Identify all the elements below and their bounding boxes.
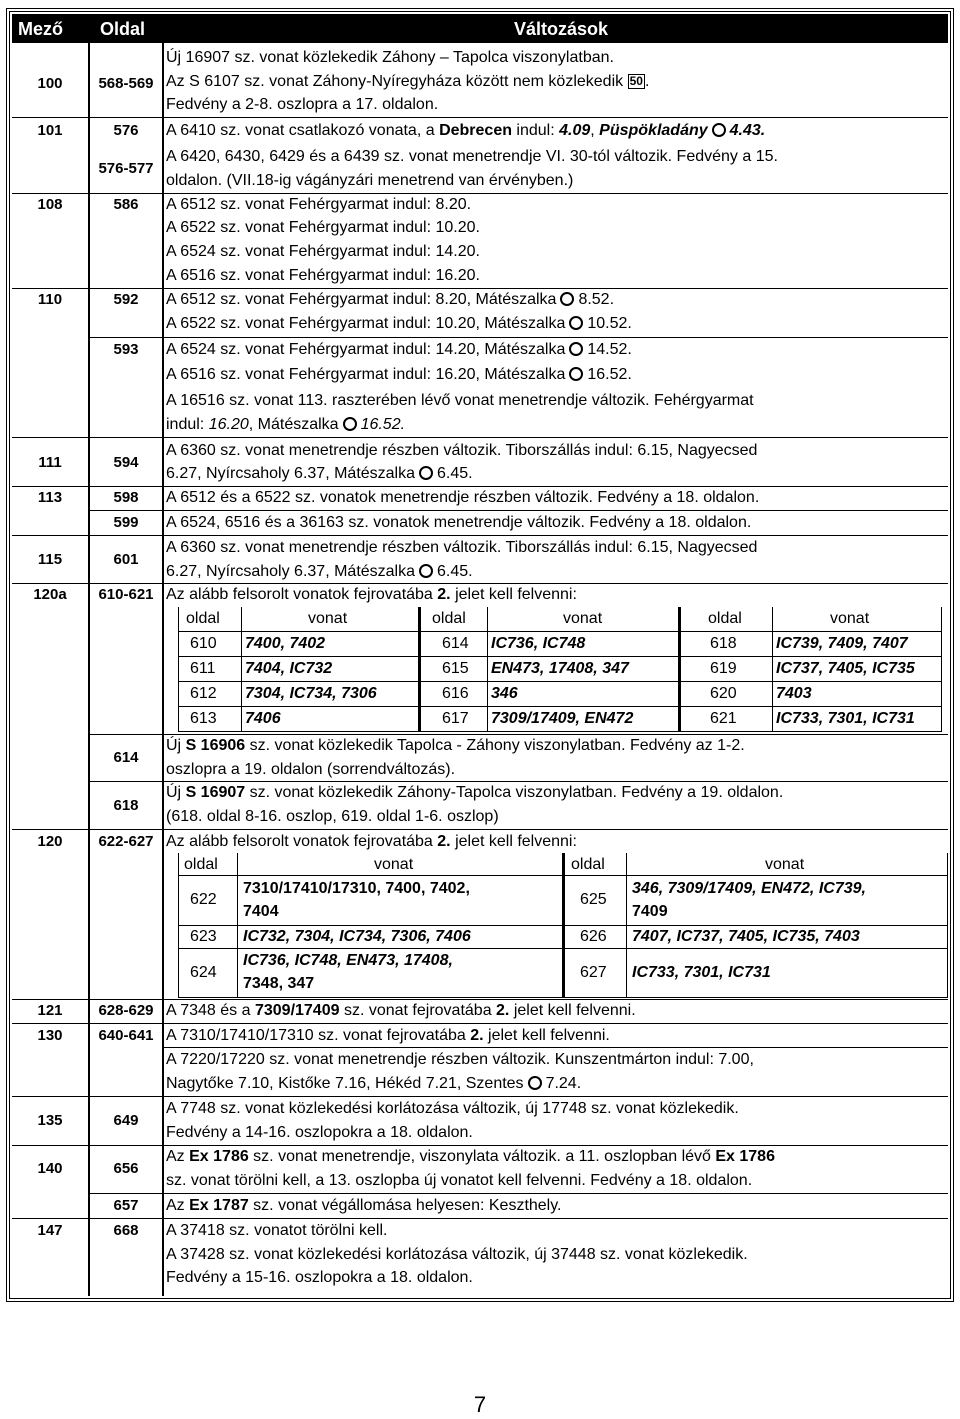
grid-page: 627 xyxy=(580,964,607,981)
change-line: A 6524 sz. vonat Fehérgyarmat indul: 14.20. xyxy=(166,243,480,260)
page-622-627: 622-627 xyxy=(98,833,154,850)
grid-trains: IC733, 7301, IC731 xyxy=(776,710,915,727)
grid-trains: 7407, IC737, 7405, IC735, 7403 xyxy=(632,928,860,945)
page-656: 656 xyxy=(113,1160,139,1177)
change-line: A 6516 sz. vonat Fehérgyarmat indul: 16.20, Mátészalka 16.52. xyxy=(166,366,632,383)
grid-trains: IC739, 7409, 7407 xyxy=(776,635,908,652)
grid-page: 624 xyxy=(190,964,217,981)
grid-trains: 346, 7309/17409, EN472, IC739, xyxy=(632,880,866,897)
change-line: Nagytőke 7.10, Kistőke 7.16, Hékéd 7.21, Szentes 7.24. xyxy=(166,1075,582,1092)
column-divider xyxy=(162,43,164,1296)
grid-page: 625 xyxy=(580,891,607,908)
header-field: Mező xyxy=(18,19,63,39)
grid-page: 626 xyxy=(580,928,607,945)
page-649: 649 xyxy=(113,1112,139,1129)
change-line: A 6512 sz. vonat Fehérgyarmat indul: 8.20, Mátészalka 8.52. xyxy=(166,291,615,308)
page-number: 7 xyxy=(473,1392,487,1417)
arrival-circle-icon xyxy=(569,342,583,356)
change-line: A 6516 sz. vonat Fehérgyarmat indul: 16.20. xyxy=(166,267,480,284)
field-140: 140 xyxy=(37,1160,63,1177)
change-line: A 6420, 6430, 6429 és a 6439 sz. vonat menetrendje VI. 30-tól változik. Fedvény a 15. xyxy=(166,148,778,165)
table-header xyxy=(12,14,948,43)
grid-header: oldal xyxy=(432,610,466,627)
page-594: 594 xyxy=(113,454,139,471)
arrival-circle-icon xyxy=(569,367,583,381)
page-668: 668 xyxy=(113,1222,139,1239)
grid-trains: 346 xyxy=(491,685,518,702)
arrival-circle-icon xyxy=(343,417,357,431)
grid-trains: 7304, IC734, 7306 xyxy=(245,685,377,702)
grid-page: 621 xyxy=(710,710,737,727)
field-111: 111 xyxy=(38,454,62,471)
arrival-circle-icon xyxy=(569,316,583,330)
change-line: A 6360 sz. vonat menetrendje részben változik. Tiborszállás indul: 6.15, Nagyecsed xyxy=(166,442,758,459)
grid-page: 618 xyxy=(710,635,737,652)
page-568-569: 568-569 xyxy=(98,75,154,92)
change-line: A 37428 sz. vonat közlekedési korlátozása változik, új 37448 sz. vonat közlekedik. xyxy=(166,1246,748,1263)
field-120: 120 xyxy=(37,833,63,850)
change-line: (618. oldal 8-16. oszlop, 619. oldal 1-6. oszlop) xyxy=(166,808,499,825)
change-line: Az Ex 1787 sz. vonat végállomása helyesen: Keszthely. xyxy=(166,1197,562,1214)
grid-header: oldal xyxy=(184,856,218,873)
grid-trains: IC733, 7301, IC731 xyxy=(632,964,771,981)
page-657: 657 xyxy=(113,1197,139,1214)
field-110: 110 xyxy=(37,291,63,308)
change-line: oszlopra a 19. oldalon (sorrendváltozás). xyxy=(166,761,456,778)
grid-trains: 7400, 7402 xyxy=(245,635,326,652)
change-line: Új S 16907 sz. vonat közlekedik Záhony-Tapolca viszonylatban. Fedvény a 19. oldalon. xyxy=(166,784,784,801)
grid-trains: IC732, 7304, IC734, 7306, 7406 xyxy=(243,928,471,945)
change-line: A 6512 sz. vonat Fehérgyarmat indul: 8.20. xyxy=(166,196,472,213)
grid-page: 610 xyxy=(190,635,217,652)
change-line: A 6524, 6516 és a 36163 sz. vonatok menetrendje változik. Fedvény a 18. oldalon. xyxy=(166,514,752,531)
grid-trains: 7409 xyxy=(632,903,668,920)
grid-trains: 7404 xyxy=(243,903,279,920)
grid-header: vonat xyxy=(765,856,805,873)
page-618: 618 xyxy=(113,797,139,814)
arrival-circle-icon xyxy=(712,123,726,137)
page-592: 592 xyxy=(113,291,139,308)
arrival-circle-icon xyxy=(560,292,574,306)
page-576-577: 576-577 xyxy=(98,160,154,177)
change-line: 6.27, Nyírcsaholy 6.37, Mátészalka 6.45. xyxy=(166,563,473,580)
grid-header: oldal xyxy=(186,610,220,627)
page-593: 593 xyxy=(113,341,139,358)
change-line: A 7348 és a 7309/17409 sz. vonat fejrovatába 2. jelet kell felvenni. xyxy=(166,1002,636,1019)
change-line: A 6524 sz. vonat Fehérgyarmat indul: 14.20, Mátészalka 14.52. xyxy=(166,341,632,358)
change-line: A 16516 sz. vonat 113. raszterében lévő vonat menetrendje változik. Fehérgyarmat xyxy=(166,392,754,409)
grid-page: 622 xyxy=(190,891,217,908)
change-line: Az Ex 1786 sz. vonat menetrendje, viszonylata változik. a 11. oszlopban lévő Ex 1786 xyxy=(166,1148,775,1165)
train-grid-610-621 xyxy=(178,607,942,732)
grid-page: 615 xyxy=(442,660,469,677)
change-line: 6.27, Nyírcsaholy 6.37, Mátészalka 6.45. xyxy=(166,465,473,482)
field-147: 147 xyxy=(37,1222,63,1239)
change-line: Az S 6107 sz. vonat Záhony-Nyíregyháza között nem közlekedik 50 . xyxy=(166,73,650,90)
page-576: 576 xyxy=(113,122,139,139)
change-line: Fedvény a 2-8. oszlopra a 17. oldalon. xyxy=(166,96,439,113)
field-135: 135 xyxy=(37,1112,63,1129)
change-line: Fedvény a 14-16. oszlopokra a 18. oldalon. xyxy=(166,1124,473,1141)
grid-header: vonat xyxy=(830,610,870,627)
page-601: 601 xyxy=(113,551,139,568)
grid-trains: EN473, 17408, 347 xyxy=(491,660,629,677)
grid-page: 619 xyxy=(710,660,737,677)
grid-page: 613 xyxy=(190,710,217,727)
change-line: indul: 16.20, Mátészalka 16.52. xyxy=(166,416,406,433)
grid-header: oldal xyxy=(708,610,742,627)
field-108: 108 xyxy=(37,196,63,213)
change-line: A 7310/17410/17310 sz. vonat fejrovatába 2. jelet kell felvenni. xyxy=(166,1027,610,1044)
grid-page: 616 xyxy=(442,685,469,702)
field-100: 100 xyxy=(37,75,63,92)
grid-page: 617 xyxy=(442,710,469,727)
grid-trains: 7403 xyxy=(776,685,812,702)
page-598: 598 xyxy=(113,489,139,506)
change-line: A 7220/17220 sz. vonat menetrendje részben változik. Kunszentmárton indul: 7.00, xyxy=(166,1051,754,1068)
grid-header: oldal xyxy=(571,856,605,873)
change-line: Új S 16906 sz. vonat közlekedik Tapolca - Záhony viszonylatban. Fedvény az 1-2. xyxy=(166,737,745,754)
grid-trains: IC737, 7405, IC735 xyxy=(776,660,915,677)
arrival-circle-icon xyxy=(419,564,433,578)
header-changes: Változások xyxy=(514,19,609,39)
grid-trains: 7348, 347 xyxy=(243,975,315,992)
arrival-circle-icon xyxy=(419,466,433,480)
page-640-641: 640-641 xyxy=(98,1027,154,1044)
page-599: 599 xyxy=(113,514,139,531)
grid-trains: 7310/17410/17310, 7400, 7402, xyxy=(243,880,470,897)
grid-trains: IC736, IC748 xyxy=(491,635,586,652)
change-line: A 37418 sz. vonatot törölni kell. xyxy=(166,1222,388,1239)
grid-trains: 7404, IC732 xyxy=(245,660,333,677)
grid-page: 620 xyxy=(710,685,737,702)
grid-header: vonat xyxy=(374,856,414,873)
arrival-circle-icon xyxy=(528,1076,542,1090)
change-line: Fedvény a 15-16. oszlopokra a 18. oldalon. xyxy=(166,1269,473,1286)
header-page: Oldal xyxy=(100,19,146,39)
change-line: A 6522 sz. vonat Fehérgyarmat indul: 10.20. xyxy=(166,219,480,236)
change-line: Új 16907 sz. vonat közlekedik Záhony – Tapolca viszonylatban. xyxy=(166,49,614,66)
grid-header: vonat xyxy=(563,610,603,627)
grid-header: vonat xyxy=(308,610,348,627)
change-line: A 6512 és a 6522 sz. vonatok menetrendje részben változik. Fedvény a 18. oldalon. xyxy=(166,489,760,506)
page-628-629: 628-629 xyxy=(98,1002,154,1019)
page-614: 614 xyxy=(113,749,139,766)
change-line: sz. vonat törölni kell, a 13. oszlopba új vonatot kell felvenni. Fedvény a 18. oldalon. xyxy=(166,1172,753,1189)
row-separator xyxy=(12,117,948,118)
change-line: Az alább felsorolt vonatok fejrovatába 2. jelet kell felvenni: xyxy=(166,833,577,850)
change-line: oldalon. (VII.18-ig vágányzári menetrend van érvényben.) xyxy=(166,172,574,189)
grid-page: 623 xyxy=(190,928,217,945)
field-115: 115 xyxy=(37,551,63,568)
field-120a: 120a xyxy=(33,586,67,603)
change-line: A 6410 sz. vonat csatlakozó vonata, a Debrecen indul: 4.09, Püspökladány 4.43. xyxy=(166,122,766,139)
service-symbol-icon: 50 xyxy=(629,74,643,89)
page-586: 586 xyxy=(113,196,139,213)
grid-page: 612 xyxy=(190,685,217,702)
grid-trains: 7309/17409, EN472 xyxy=(491,710,634,727)
field-121: 121 xyxy=(37,1002,63,1019)
page-610-621: 610-621 xyxy=(98,586,154,603)
row-separator xyxy=(12,437,948,438)
field-101: 101 xyxy=(37,122,63,139)
change-line: Az alább felsorolt vonatok fejrovatába 2. jelet kell felvenni: xyxy=(166,586,577,603)
grid-page: 614 xyxy=(442,635,469,652)
field-113: 113 xyxy=(37,489,63,506)
train-grid-622-627 xyxy=(178,853,948,998)
field-130: 130 xyxy=(37,1027,63,1044)
grid-page: 611 xyxy=(190,660,216,677)
change-line: A 7748 sz. vonat közlekedési korlátozása változik, új 17748 sz. vonat közlekedik. xyxy=(166,1100,739,1117)
grid-trains: 7406 xyxy=(245,710,281,727)
grid-trains: IC736, IC748, EN473, 17408, xyxy=(243,952,453,969)
change-line: A 6360 sz. vonat menetrendje részben változik. Tiborszállás indul: 6.15, Nagyecsed xyxy=(166,539,758,556)
change-line: A 6522 sz. vonat Fehérgyarmat indul: 10.20, Mátészalka 10.52. xyxy=(166,315,632,332)
